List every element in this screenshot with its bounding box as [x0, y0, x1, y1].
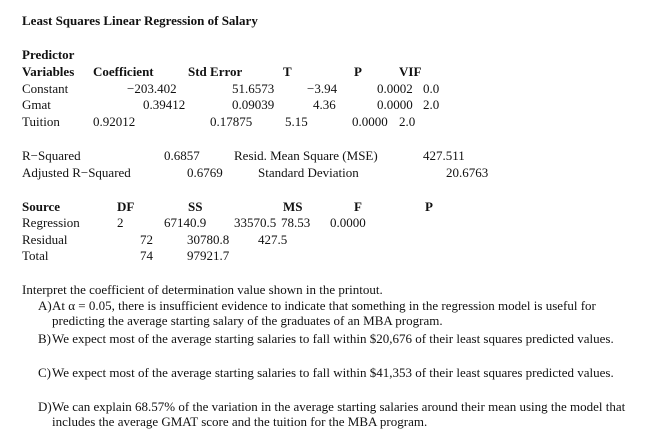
coef-row-gmat-t: 4.36	[313, 97, 336, 112]
coef-header-predictor: Predictor	[22, 47, 75, 62]
anova-regression-source: Regression	[22, 215, 80, 230]
anova-header-p: P	[425, 199, 433, 214]
coef-row-constant-vif: 0.0	[423, 81, 440, 96]
coef-row-gmat-vif: 2.0	[423, 97, 440, 112]
coef-row-tuition-t: 5.15	[285, 114, 308, 129]
option-b-label: B)	[38, 331, 51, 346]
coef-row-constant-variable: Constant	[22, 81, 69, 96]
mse-value: 427.511	[423, 148, 465, 163]
option-a[interactable]	[38, 298, 628, 328]
adj-r-squared-label: Adjusted R−Squared	[22, 165, 131, 180]
coef-header-p: P	[354, 64, 362, 79]
coef-header-coefficient: Coefficient	[93, 64, 154, 79]
coef-row-constant-p: 0.0002	[377, 81, 413, 96]
anova-total-source: Total	[22, 248, 49, 263]
anova-total-df: 74	[140, 248, 153, 263]
anova-regression-f: 78.53	[281, 215, 311, 230]
option-b[interactable]	[38, 331, 628, 346]
option-a-text: At α = 0.05, there is insufficient evidence to indicate that something in the regression model is useful for predicting the average starting salary of the graduates of an MBA program.	[52, 298, 596, 328]
coef-header-std-error: Std Error	[188, 64, 243, 79]
coef-row-tuition-variable: Tuition	[22, 114, 60, 129]
anova-regression-df: 2	[117, 215, 124, 230]
coef-row-tuition-p: 0.0000	[352, 114, 388, 129]
anova-residual-ss: 30780.8	[187, 232, 230, 247]
coef-header-variables: Variables	[22, 64, 75, 79]
coef-row-tuition-coefficient: 0.92012	[93, 114, 136, 129]
r-squared-label: R−Squared	[22, 148, 81, 163]
std-dev-label: Standard Deviation	[258, 165, 359, 180]
anova-total-ss: 97921.7	[187, 248, 230, 263]
coef-row-gmat-variable: Gmat	[22, 97, 51, 112]
anova-header-source: Source	[22, 199, 61, 214]
anova-header-df: DF	[117, 199, 135, 214]
option-c[interactable]	[38, 365, 628, 380]
coef-row-tuition-vif: 2.0	[399, 114, 416, 129]
anova-regression-ms: 33570.5	[234, 215, 277, 230]
anova-header-ss: SS	[188, 199, 203, 214]
option-c-label: C)	[38, 365, 51, 380]
anova-regression-ss: 67140.9	[164, 215, 207, 230]
coef-row-gmat-p: 0.0000	[377, 97, 413, 112]
anova-regression-p: 0.0000	[330, 215, 366, 230]
r-squared-value: 0.6857	[164, 148, 200, 163]
coef-header-vif: VIF	[399, 64, 422, 79]
page-title: Least Squares Linear Regression of Salary	[22, 13, 258, 28]
option-b-text: We expect most of the average starting salaries to fall within $20,676 of their least squares predicted values.	[52, 331, 614, 346]
anova-residual-df: 72	[140, 232, 153, 247]
coef-header-t: T	[283, 64, 292, 79]
mse-label: Resid. Mean Square (MSE)	[234, 148, 378, 163]
coef-row-constant-coefficient: −203.402	[127, 81, 177, 96]
anova-header-ms: MS	[283, 199, 303, 214]
coef-row-constant-t: −3.94	[307, 81, 338, 96]
std-dev-value: 20.6763	[446, 165, 489, 180]
option-d-label: D)	[38, 399, 52, 414]
coef-row-constant-std-error: 51.6573	[232, 81, 275, 96]
option-d[interactable]	[38, 399, 628, 429]
anova-header-f: F	[354, 199, 362, 214]
question-text: Interpret the coefficient of determination value shown in the printout.	[22, 282, 383, 297]
anova-residual-source: Residual	[22, 232, 68, 247]
option-c-text: We expect most of the average starting salaries to fall within $41,353 of their least squares predicted values.	[52, 365, 614, 380]
coef-row-gmat-coefficient: 0.39412	[143, 97, 186, 112]
coef-row-tuition-std-error: 0.17875	[210, 114, 253, 129]
coef-row-gmat-std-error: 0.09039	[232, 97, 275, 112]
option-a-label: A)	[38, 298, 52, 313]
anova-residual-ms: 427.5	[258, 232, 288, 247]
option-d-text: We can explain 68.57% of the variation in the average starting salaries around their mean using the model that includes the average GMAT score and the tuition for the MBA program.	[52, 399, 626, 429]
adj-r-squared-value: 0.6769	[187, 165, 223, 180]
